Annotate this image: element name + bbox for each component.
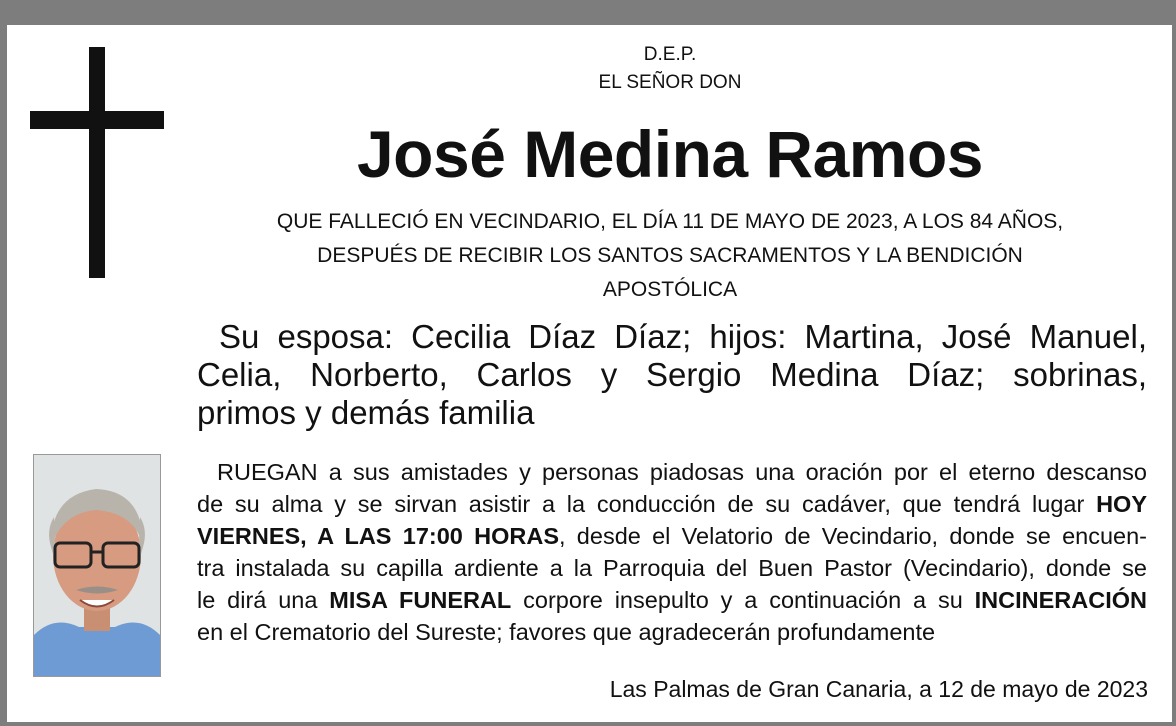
request-bold: VIERNES, A LAS 17:00 HORAS [197,523,559,549]
request-bold: INCINERACIÓN [974,587,1147,613]
request-bold: HOY [1096,491,1147,517]
death-line: DESPUÉS DE RECIBIR LOS SANTOS SACRAMENTOS Y LA BENDICIÓN [317,244,1023,267]
deceased-name: José Medina Ramos [356,117,984,191]
request-text: le dirá una [197,587,330,613]
family-line: Su esposa: Cecilia Díaz Díaz; hijos: Martina, José Manuel, [219,318,1147,355]
request-text: corpore insepulto y a continuación a su [511,587,975,613]
closing-place-date: Las Palmas de Gran Canaria, a 12 de mayo de 2023 [609,676,1148,702]
request-text: de su alma y se sirvan asistir a la conducción de su cadáver, que tendrá lugar [197,491,1097,517]
deceased-photo [33,454,161,677]
death-notice [180,205,1160,307]
death-line: QUE FALLECIÓ EN VECINDARIO, EL DÍA 11 DE MAYO DE 2023, A LOS 84 AÑOS, [276,210,1064,233]
request-line [197,520,1147,552]
request-paragraph [197,456,1147,648]
family-line: Celia, Norberto, Carlos y Sergio Medina Díaz; sobrinas, [197,356,1147,393]
request-line: RUEGAN a sus amistades y personas piadosas una oración por el eterno descanso [217,459,1147,485]
portrait-image [34,455,160,676]
request-line [197,584,1147,616]
title-prefix: EL SEÑOR DON [598,72,742,93]
family-line: primos y demás familia [197,394,535,431]
request-text: , desde el Velatorio de Vecindario, donde se encuen- [559,523,1147,549]
family-paragraph [197,318,1147,432]
dep-label: D.E.P. [643,44,697,65]
request-line: tra instalada su capilla ardiente a la Parroquia del Buen Pastor (Vecindario), donde se [197,555,1147,581]
request-bold: MISA FUNERAL [329,587,512,613]
death-line: APOSTÓLICA [602,278,738,301]
request-line [197,488,1147,520]
request-line: en el Crematorio del Sureste; favores que agradecerán profundamente [197,619,936,645]
